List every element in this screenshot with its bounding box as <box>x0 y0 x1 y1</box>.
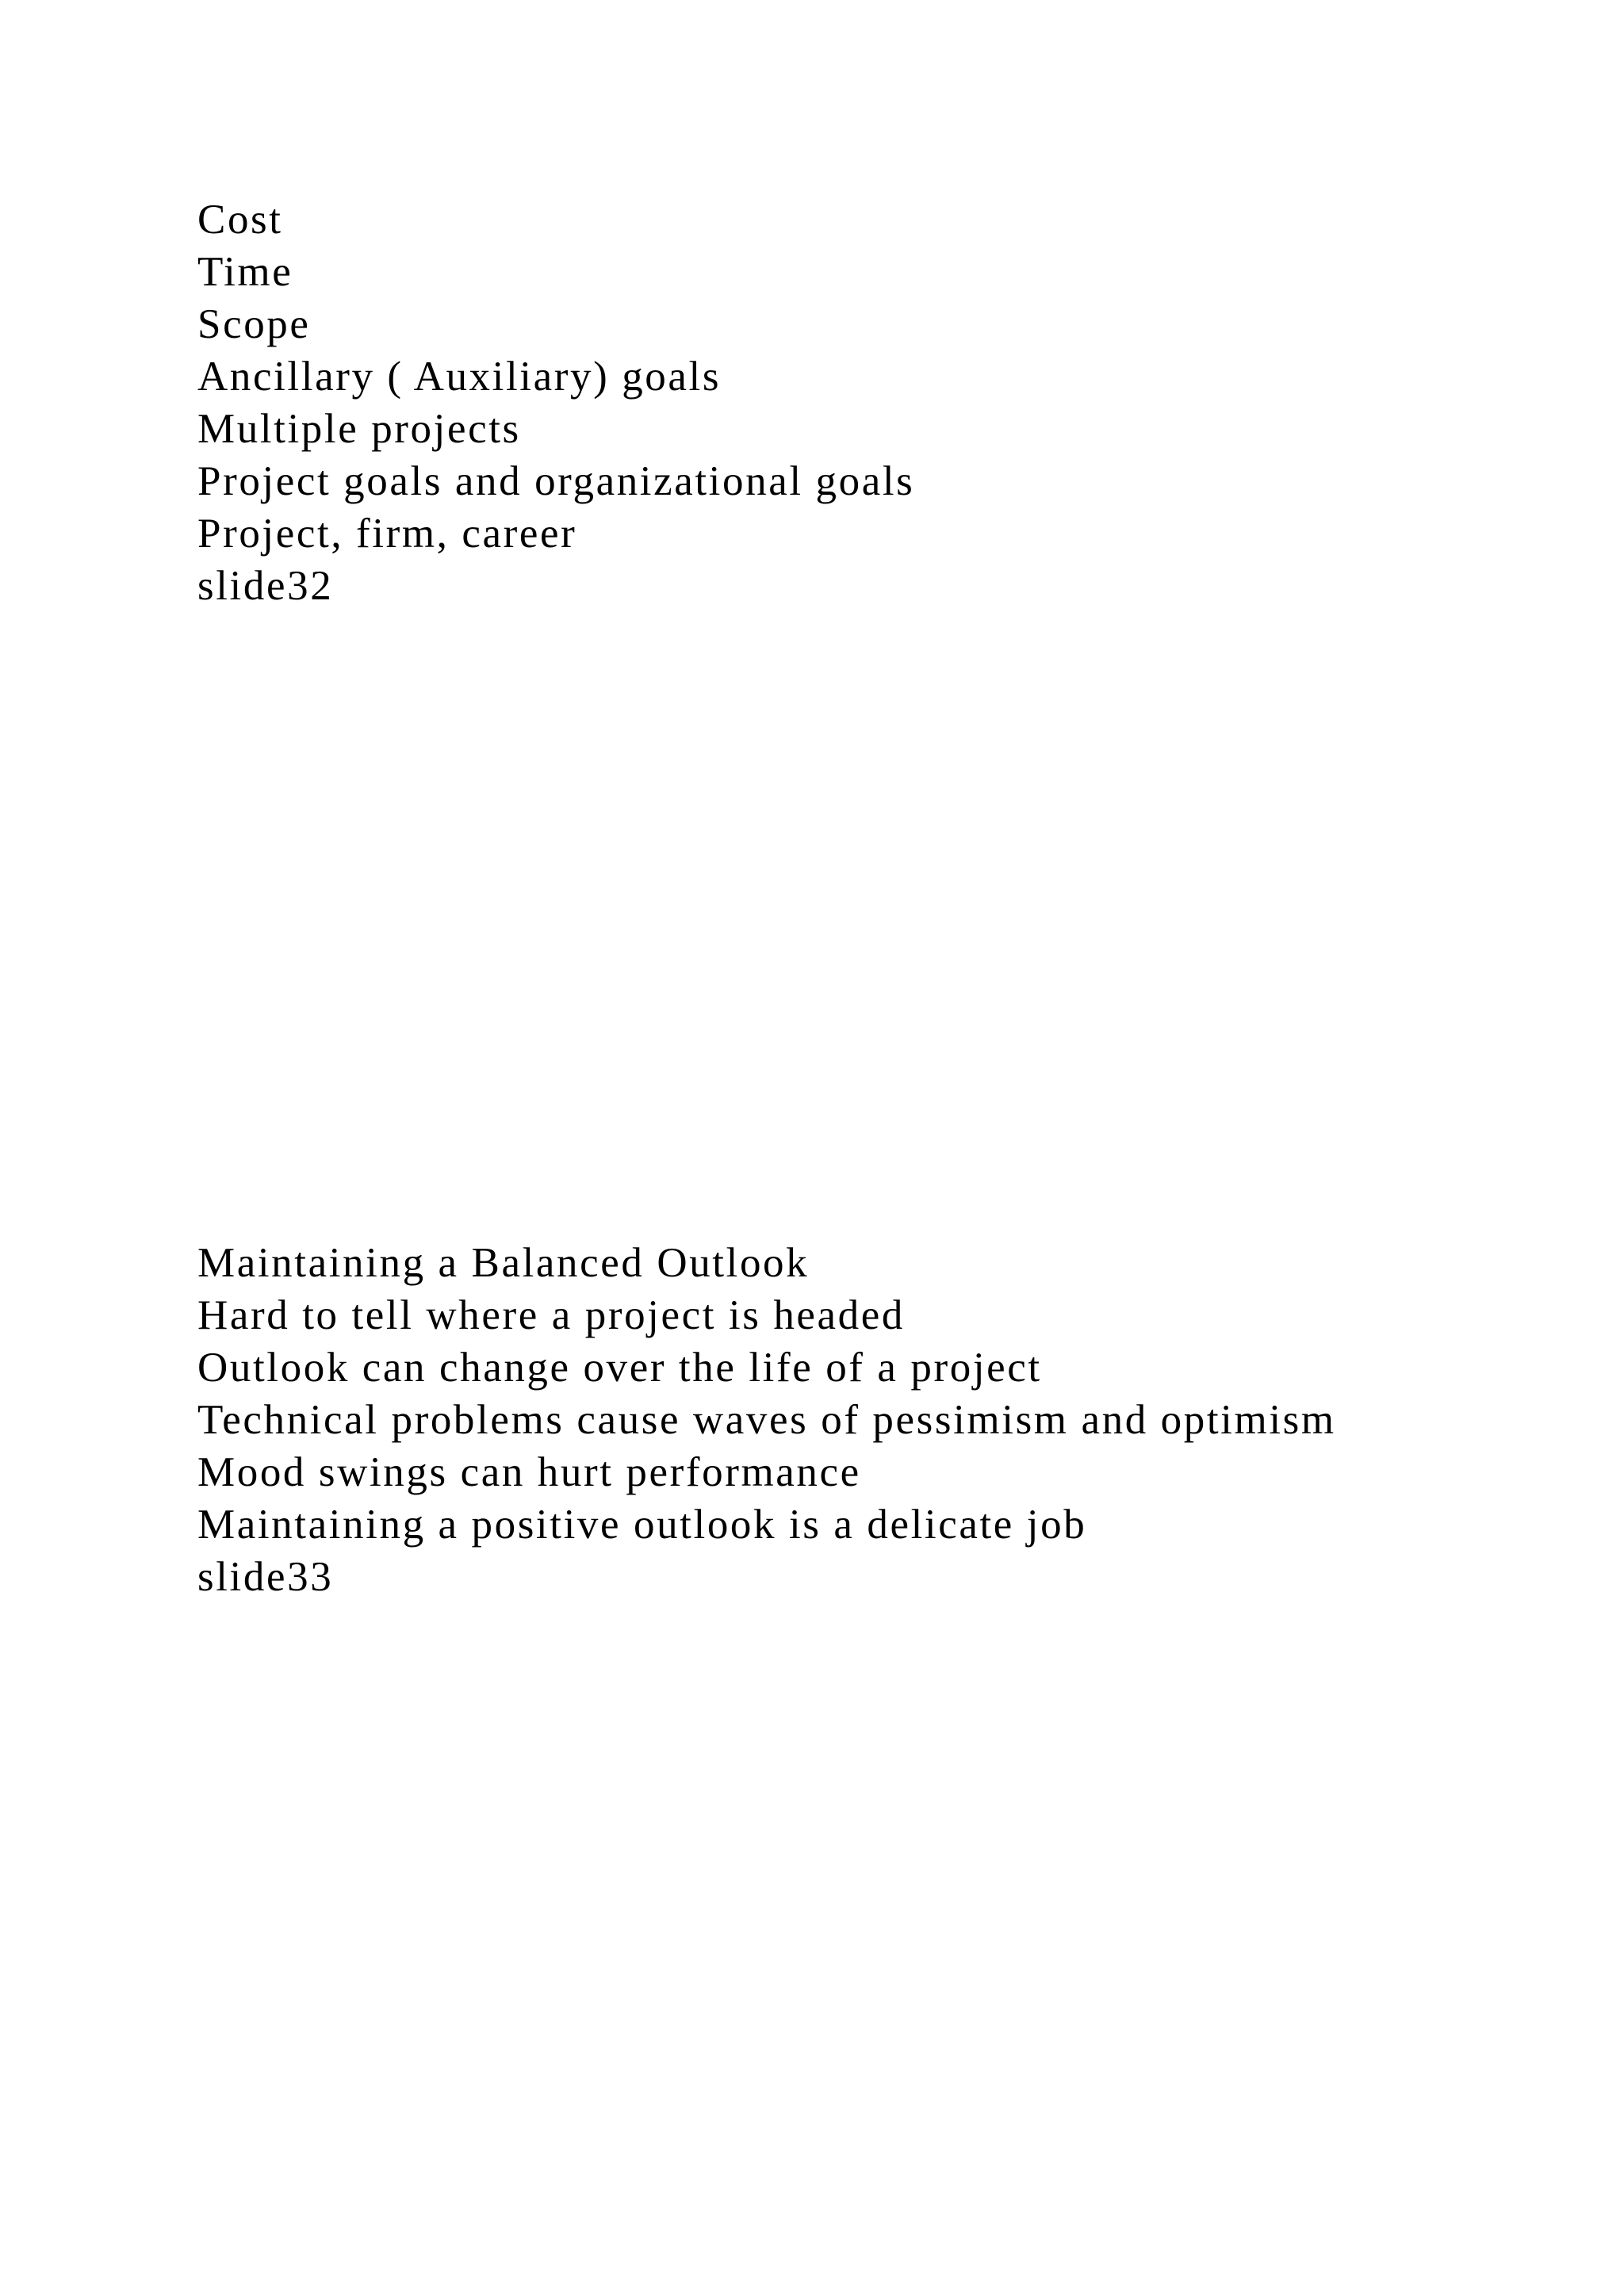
slide33-line: Maintaining a positive outlook is a delicate job <box>197 1502 1087 1548</box>
slide32-line: Ancillary ( Auxiliary) goals <box>197 354 722 400</box>
slide33-line: Technical problems cause waves of pessimism and optimism <box>197 1397 1336 1443</box>
slide32-line: Time <box>197 249 293 295</box>
slide33-line: Mood swings can hurt performance <box>197 1449 861 1495</box>
slide32-label: slide32 <box>197 563 334 609</box>
slide32-line: Scope <box>197 301 311 347</box>
slide32-line: Cost <box>197 197 283 243</box>
slide32-line: Multiple projects <box>197 406 521 452</box>
slide32-line: Project, firm, career <box>197 511 577 557</box>
slide32-text-block <box>197 193 914 612</box>
slide33-line: Outlook can change over the life of a project <box>197 1345 1042 1391</box>
slide33-heading: Maintaining a Balanced Outlook <box>197 1240 810 1286</box>
slide33-label: slide33 <box>197 1554 334 1600</box>
slide33-line: Hard to tell where a project is headed <box>197 1292 905 1338</box>
slide32-line: Project goals and organizational goals <box>197 458 915 504</box>
slide33-text-block <box>197 1237 1336 1603</box>
